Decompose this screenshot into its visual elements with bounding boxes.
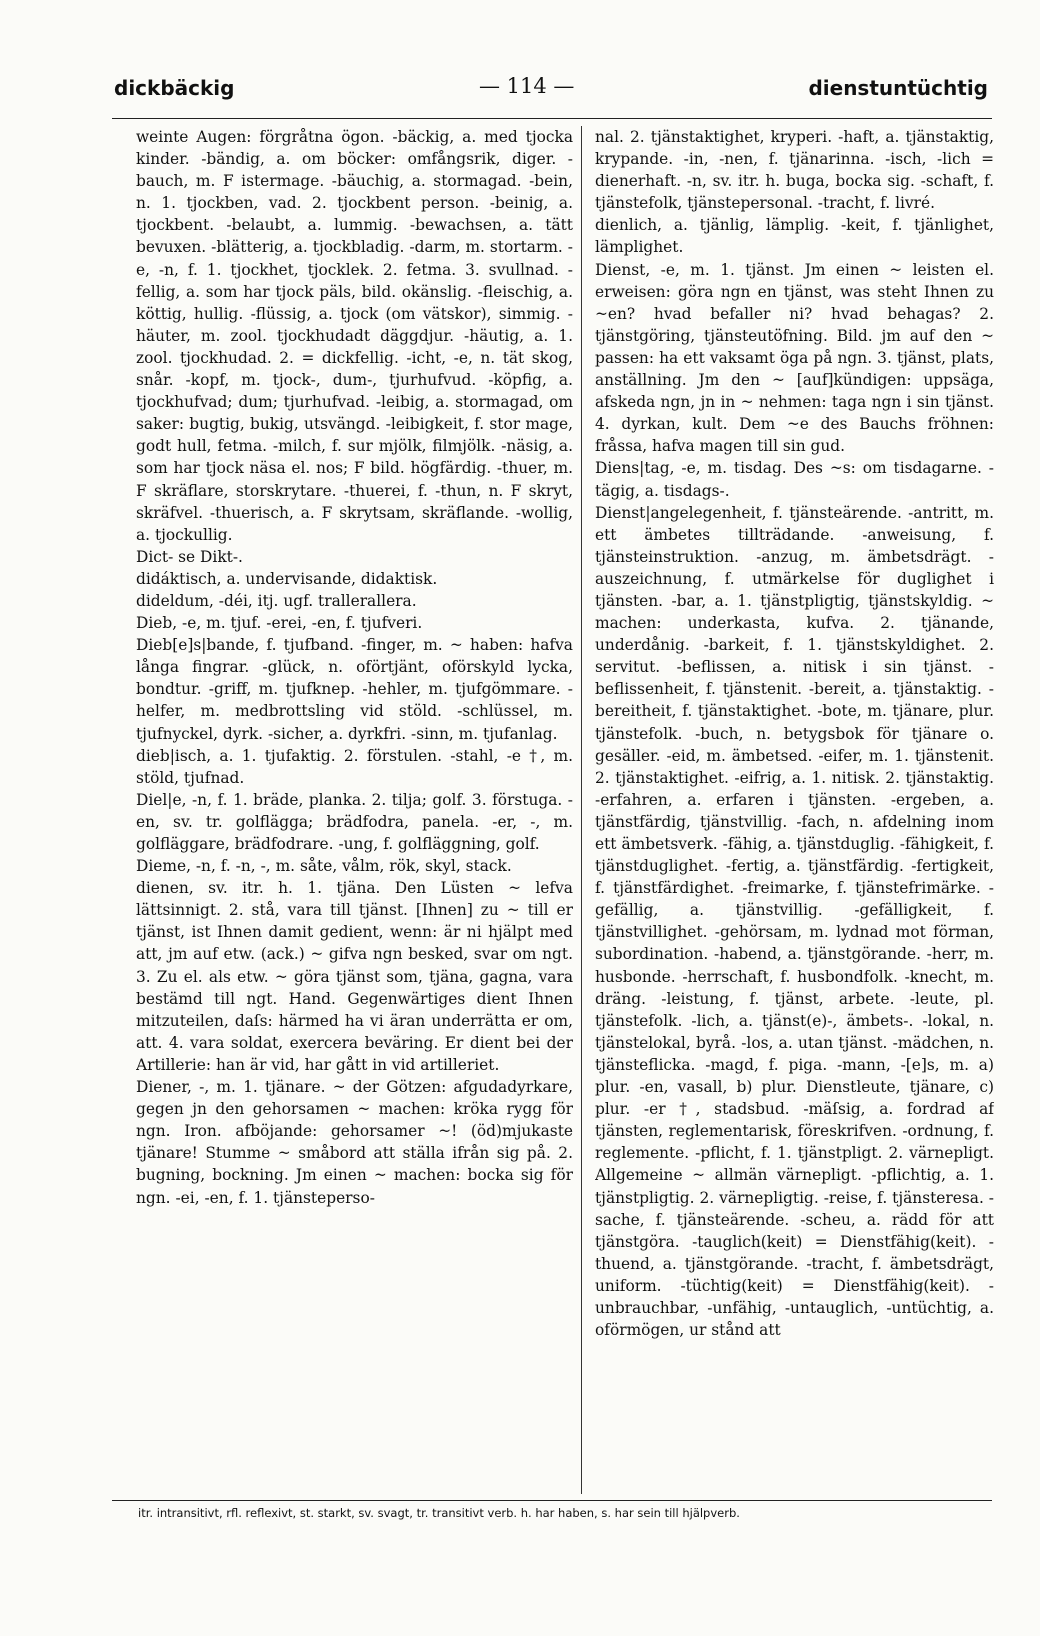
entry: Diener, -, m. 1. tjänare. ~ der Götzen: afgudadyrkare, gegen jn den gehorsamen ~ machen: kröka rygg för ngn. Iron. afböjande: gehorsamer ~! (öd)mjukaste tjänare! Stumme ~ småbord att ställa ifrån sig på. 2. bugning, bockning. Jm einen ~ machen: bocka sig för ngn. -ei, -en, f. 1. tjänsteperso- bbox=[136, 1078, 573, 1207]
entry: Diel|e, -n, f. 1. bräde, planka. 2. tilja; golf. 3. förstuga. -en, sv. tr. golflägga; brädfodra, panela. -er, -, m. golfläggare, brädfodrare. -ung, f. golfläggning, golf. bbox=[136, 790, 573, 853]
abbreviation-footer: itr. intransitivt, rfl. reflexivt, st. starkt, sv. svagt, tr. transitivt verb. h. har haben, s. har sein till hjälpverb. bbox=[138, 1506, 740, 1520]
entry: nal. 2. tjänstaktighet, kryperi. -haft, a. tjänstaktig, krypande. -in, -nen, f. tjänarinna. -isch, -lich = dienerhaft. -n, sv. itr. h. buga, bocka sig. -schaft, f. tjänstefolk, tjänstepersonal. -tracht, f. livré. bbox=[595, 128, 994, 213]
entry: dideldum, -déi, itj. ugf. trallerallera. bbox=[136, 591, 417, 610]
entry: Dieb, -e, m. tjuf. -erei, -en, f. tjufveri. bbox=[136, 614, 423, 633]
left-column bbox=[136, 126, 573, 1494]
entry: Dieme, -n, f. -n, -, m. såte, vålm, rök, skyl, stack. bbox=[136, 857, 512, 876]
page-number: — 114 — bbox=[479, 74, 575, 98]
entry: weinte Augen: förgråtna ögon. -bäckig, a. med tjocka kinder. -bändig, a. om böcker: omfångsrik, diger. -bauch, m. F istermage. -bäuchig, a. stormagad. -bein, n. 1. tjockben, vad. 2. tjockbent person. -beinig, a. tjockbent. -belaubt, a. lummig. -bewachsen, a. tätt bevuxen. -blätterig, a. tjockbladig. -darm, m. stortarm. -e, -n, f. 1. tjockhet, tjocklek. 2. fetma. 3. svullnad. -fellig, a. som har tjock päls, bild. okänslig. -fleischig, a. köttig, hullig. -flüssig, a. tjock (om vätskor), simmig. -häuter, m. zool. tjockhudadt däggdjur. -häutig, a. 1. zool. tjockhudad. 2. = dickfellig. -icht, -e, n. tät skog, snår. -kopf, m. tjock-, dum-, tjurhufvud. -köpfig, a. tjockhufvad; dum; tjurhufvad. -leibig, a. stormagad, om saker: bugtig, bukig, utsvängd. -leibigkeit, f. stor mage, godt hull, fetma. -milch, f. sur mjölk, filmjölk. -näsig, a. som har tjock näsa el. nos; F bild. högfärdig. -thuer, m. F skräflare, storskrytare. -thuerei, f. -thun, n. F skryt, skräfvel. -thuerisch, a. F skrytsam, skräflande. -wollig, a. tjockullig. bbox=[136, 128, 573, 544]
header-rule bbox=[112, 118, 992, 119]
entry: Dienst, -e, m. 1. tjänst. Jm einen ~ leisten el. erweisen: göra ngn en tjänst, was steht Ihnen zu ~en? hvad befaller ni? hvad behagas? 2. tjänstgöring, tjänsteutöfning. Bild. jm auf den ~ passen: ha ett vaksamt öga på ngn. 3. tjänst, plats, anställning. Jm den ~ [auf]kündigen: uppsäga, afskeda ngn, jn in ~ nehmen: taga ngn i sin tjänst. 4. dyrkan, kult. Dem ~e des Bauchs fröhnen: fråssa, hafva magen till sin gud. bbox=[595, 260, 994, 456]
entry: didáktisch, a. undervisande, didaktisk. bbox=[136, 569, 438, 588]
header-first-word: dickbäckig bbox=[114, 76, 235, 100]
entry: dienen, sv. itr. h. 1. tjäna. Den Lüsten ~ lefva lättsinnigt. 2. stå, vara till tjänst. [Ihnen] zu ~ till er tjänst, ist Ihnen damit gedient, wenn: är ni hjälpt med att, jm auf etw. (ack.) ~ gifva ngn besked, svar om ngt. 3. Zu el. als etw. ~ göra tjänst som, tjäna, gagna, vara bestämd till ngt. Hand. Gegenwärtiges dient Ihnen mitzuteilen, daſs: härmed ha vi äran underrätta er om, att. 4. vara soldat, exercera beväring. Er dient bei der Artillerie: han är vid, har gått in vid artilleriet. bbox=[136, 879, 573, 1074]
entry: Dieb[e]s|bande, f. tjufband. -finger, m. ~ haben: hafva långa fingrar. -glück, n. oförtjänt, oförskyld lycka, bondtur. -griff, m. tjufknep. -hehler, m. tjufgömmare. -helfer, m. medbrottsling vid stöld. -schlüssel, m. tjufnyckel, dyrk. -sicher, a. dyrkfri. -sinn, m. tjufanlag. bbox=[136, 636, 573, 743]
header-last-word: dienstuntüchtig bbox=[808, 76, 988, 100]
entry: dienlich, a. tjänlig, lämplig. -keit, f. tjänlighet, lämplighet. bbox=[595, 216, 994, 257]
entry: dieb|isch, a. 1. tjufaktig. 2. förstulen. -stahl, -e †, m. stöld, tjufnad. bbox=[136, 746, 573, 787]
entry: Dienst|angelegenheit, f. tjänsteärende. -antritt, m. ett ämbetes tillträdande. -anweisung, f. tjänsteinstruktion. -anzug, m. ämbetsdrägt. -auszeichnung, f. utmärkelse för duglighet i tjänsten. -bar, a. 1. tjänstpligtig, tjänstskyldig. ~ machen: underkasta, kufva. 2. tjänande, underdånig. -barkeit, f. 1. tjänstskyldighet. 2. servitut. -beflissen, a. nitisk i sin tjänst. -beflissenheit, f. tjänstenit. -bereit, a. tjänstaktig. -bereitheit, f. tjänstaktighet. -bote, m. tjänare, plur. tjänstefolk. -buch, n. betygsbok för tjänare o. gesäller. -eid, m. ämbetsed. -eifer, m. 1. tjänstenit. 2. tjänstaktighet. -eifrig, a. 1. nitisk. 2. tjänstaktig. -erfahren, a. erfaren i tjänsten. -ergeben, a. tjänstfärdig, tjänstvillig. -fach, n. afdelning inom ett ämbetsverk. -fähig, a. tjänstduglig. -fähigkeit, f. tjänstduglighet. -fertig, a. tjänstfärdig. -fertigkeit, f. tjänstfärdighet. -freimarke, f. tjänstefrimärke. -gefällig, a. tjänstvillig. -gefälligkeit, f. tjänstvillighet. -gehörsam, m. lydnad mot förman, subordination. -habend, a. tjänstgörande. -herr, m. husbonde. -herrschaft, f. husbondfolk. -knecht, m. dräng. -leistung, f. tjänst, arbete. -leute, pl. tjänstefolk. -lich, a. tjänst(e)-, ämbets-. -lokal, n. tjänstelokal, byrå. -los, a. utan tjänst. -mädchen, n. tjänsteflicka. -magd, f. piga. -mann, -[e]s, m. a) plur. -en, vasall, b) plur. Dienstleute, tjänare, c) plur. -er †, stadsbud. -mäſsig, a. fordrad af tjänsten, reglementarisk, föreskrifven. -ordnung, f. reglemente. -pflicht, f. 1. tjänstpligt. 2. värnepligt. Allgemeine ~ allmän värnepligt. -pflichtig, a. 1. tjänstpligtig. 2. värnepligtig. -reise, f. tjänsteresa. -sache, f. tjänsteärende. -scheu, a. rädd för att tjänstgöra. -tauglich(keit) = Dienstfähig(keit). -thuend, a. tjänstgörande. -tracht, f. ämbetsdrägt, uniform. -tüchtig(keit) = Dienstfähig(keit). -unbrauchbar, -unfähig, -untauglich, -untüchtig, a. oförmögen, ur stånd att bbox=[595, 503, 994, 1340]
footer-rule bbox=[112, 1500, 992, 1501]
running-header bbox=[114, 70, 988, 106]
right-column bbox=[595, 126, 994, 1494]
entry: Dict- se Dikt-. bbox=[136, 547, 243, 566]
entry: Diens|tag, -e, m. tisdag. Des ~s: om tisdagarne. -tägig, a. tisdags-. bbox=[595, 459, 994, 500]
column-divider bbox=[581, 126, 582, 1494]
